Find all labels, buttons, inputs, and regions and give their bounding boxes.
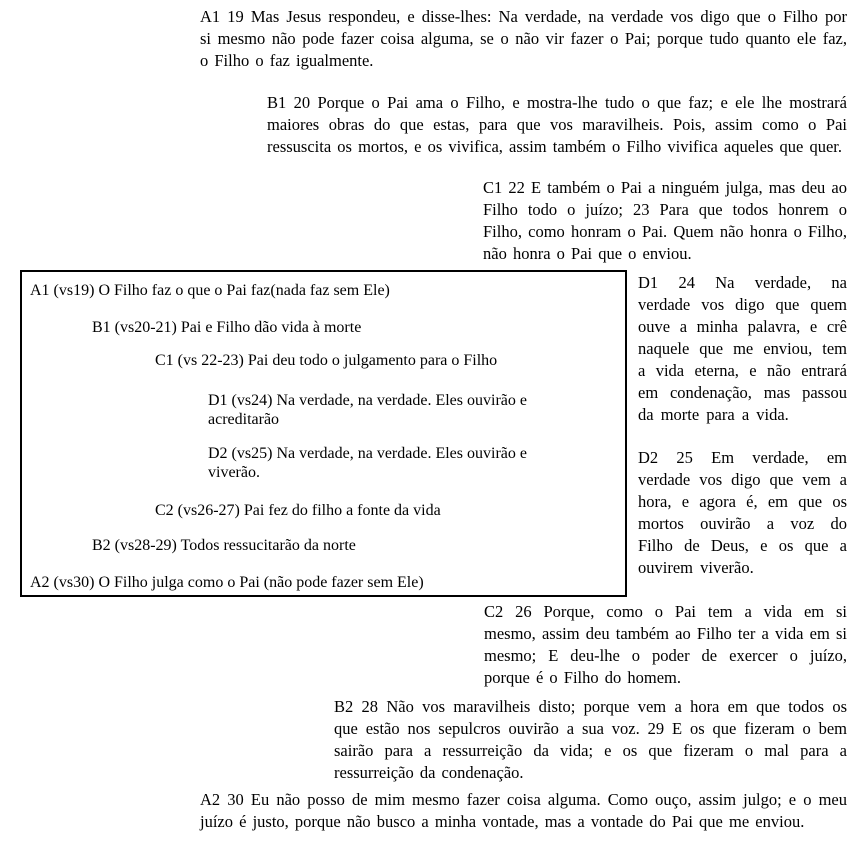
chiasm-entry-b1: B1 (vs20-21) Pai e Filho dão vida à morte	[92, 319, 362, 336]
paragraph-d2-verse25: D2 25 Em verdade, em verdade vos digo que vem a hora, e agora é, em que os mortos ouvirão a voz do Filho de Deus, e os que a ouvirem viverão.	[638, 448, 847, 577]
chiasm-entry-d2: D2 (vs25) Na verdade, na verdade. Eles ouvirão e viverão.	[208, 445, 527, 481]
chiasm-entry-d1: D1 (vs24) Na verdade, na verdade. Eles ouvirão e acreditarão	[208, 392, 527, 428]
paragraph-b2-verse28-29: B2 28 Não vos maravilheis disto; porque vem a hora em que todos os que estão nos sepulcros ouvirão a sua voz. 29 E os que fizeram o bem sairão para a ressurreição da vida; e os que fizeram o mal para a ressurreição da condenação.	[334, 697, 847, 782]
paragraph-a2-verse30: A2 30 Eu não posso de mim mesmo fazer coisa alguma. Como ouço, assim julgo; e o meu juízo é justo, porque não busco a minha vontade, mas a vontade do Pai que me enviou.	[200, 790, 847, 831]
paragraph-c2-verse26: C2 26 Porque, como o Pai tem a vida em si mesmo, assim deu também ao Filho ter a vida em si mesmo; E deu-lhe o poder de exercer o juízo, porque é o Filho do homem.	[484, 602, 847, 687]
chiasm-entry-b2: B2 (vs28-29) Todos ressucitarão da norte	[92, 537, 356, 554]
chiasm-entry-c1: C1 (vs 22-23) Pai deu todo o julgamento para o Filho	[155, 352, 498, 369]
paragraph-d1-verse24: D1 24 Na verdade, na verdade vos digo que quem ouve a minha palavra, e crê naquele que me enviou, tem a vida eterna, e não entrará em condenação, mas passou da morte para a vida.	[638, 273, 847, 424]
chiasm-entry-a2: A2 (vs30) O Filho julga como o Pai (não pode fazer sem Ele)	[30, 574, 424, 591]
paragraph-a1-verse19: A1 19 Mas Jesus respondeu, e disse-lhes: Na verdade, na verdade vos digo que o Filho por si mesmo não pode fazer coisa alguma, se o não vir fazer o Pai; porque tudo quanto ele faz, o Filho o faz igualmente.	[200, 7, 847, 70]
chiasm-entry-a1: A1 (vs19) O Filho faz o que o Pai faz(nada faz sem Ele)	[30, 282, 390, 299]
chiasm-structure-box	[20, 270, 627, 597]
paragraph-c1-verse22-23: C1 22 E também o Pai a ninguém julga, mas deu ao Filho todo o juízo; 23 Para que todos honrem o Filho, como honram o Pai. Quem não honra o Filho, não honra o Pai que o enviou.	[483, 178, 847, 263]
paragraph-b1-verse20: B1 20 Porque o Pai ama o Filho, e mostra-lhe tudo o que faz; e ele lhe mostrará maiores obras do que estas, para que vos maravilheis. Pois, assim como o Pai ressuscita os mortos, e os vivifica, assim também o Filho vivifica aqueles que quer.	[267, 93, 847, 156]
chiasm-entry-c2: C2 (vs26-27) Pai fez do filho a fonte da vida	[155, 502, 441, 519]
